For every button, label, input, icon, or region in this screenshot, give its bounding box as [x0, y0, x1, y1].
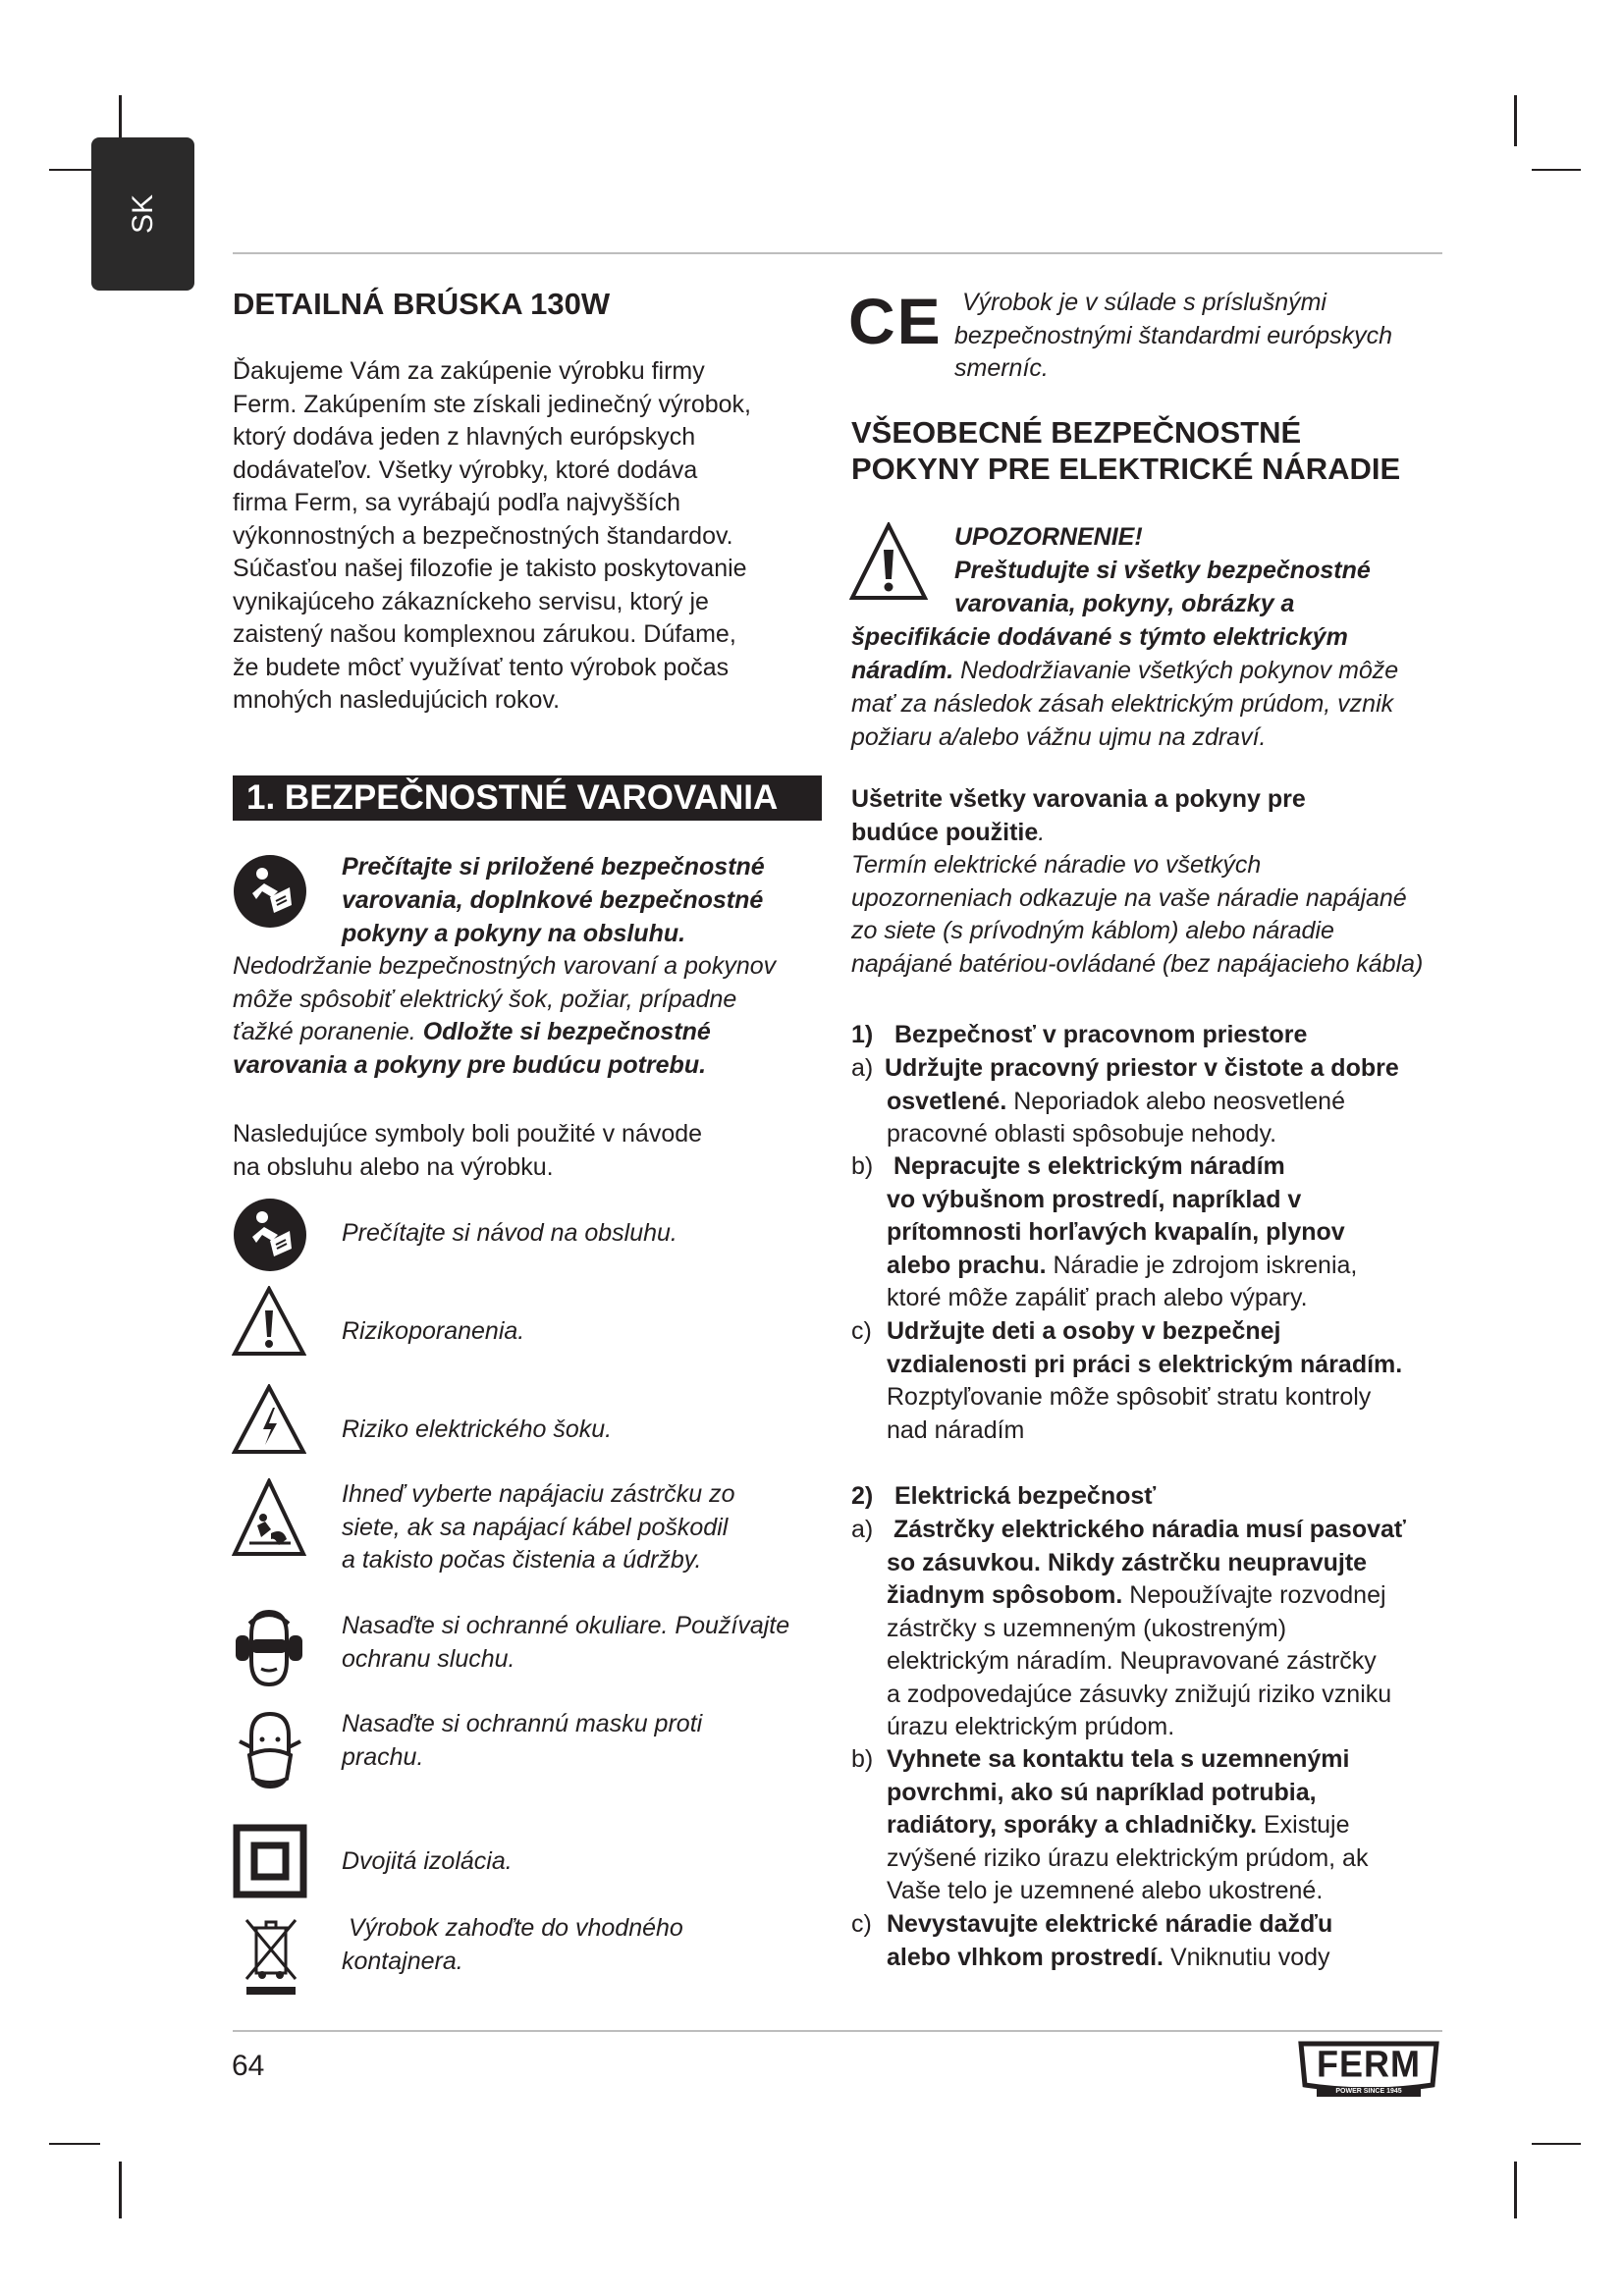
section-title-electrical: Elektrická bezpečnosť	[894, 1482, 1157, 1510]
language-tab	[91, 137, 194, 291]
symbol-mask-text: Nasaďte si ochrannú masku proti prachu.	[342, 1710, 703, 1771]
warning-paragraph: Preštudujte si všetky bezpečnostné varovania, pokyny, obrázky a špecifikácie dodávané s týmto elektrickým náradím. Nedodržiavanie všetkých pokynov môže mať za následok zásah elektrickým prúdom, vznik požiaru a/alebo vážnu ujmu na zdraví.	[851, 557, 1399, 751]
list-item: Udržujte deti a osoby v bezpečnej vzdialenosti pri práci s elektrickým náradím. Rozptyľovanie môže spôsobiť stratu kontroly nad náradím	[887, 1317, 1403, 1444]
symbol-injury-text: Rizikoporanenia.	[342, 1317, 525, 1345]
dust-mask-icon	[236, 1708, 304, 1792]
crop-mark	[1514, 95, 1517, 146]
list-item: Zástrčky elektrického náradia musí pasovať so zásuvkou. Nikdy zástrčku neupravujte žiadnym spôsobom. Nepoužívajte rozvodnej zástrčky s uzemneným (ukostreným) elektrickým náradím. Neupravované zástrčky a zodpovedajúce zásuvky znižujú riziko vzniku úrazu elektrickým prúdom.	[887, 1516, 1406, 1740]
list-item: Udržujte pracovný priestor v čistote a dobre osvetlené. Neporiadok alebo neosvetlené pracovné oblasti spôsobuje nehody.	[885, 1054, 1399, 1148]
read-manual-icon	[233, 854, 307, 929]
logo-tagline: POWER SINCE 1945	[1335, 2088, 1402, 2095]
symbol-insulation-text: Dvojitá izolácia.	[342, 1847, 513, 1875]
logo-wordmark: FERM	[1317, 2042, 1421, 2085]
electric-shock-icon	[232, 1384, 306, 1455]
goggles-ear-protection-icon	[232, 1606, 306, 1690]
section-number: 2)	[851, 1482, 874, 1510]
footer-rule	[233, 2030, 1442, 2032]
symbol-goggles-text: Nasaďte si ochranné okuliare. Používajte ochranu sluchu.	[342, 1612, 790, 1673]
crop-mark	[1532, 2143, 1581, 2145]
weee-bin-icon	[241, 1914, 301, 1997]
intro-paragraph: Ďakujeme Vám za zakúpenie výrobku firmy Ferm. Zakúpením ste získali jedinečný výrobok, ktorý dodáva jeden z hlavných európskych dodávateľov. Všetky výrobky, ktoré dodáva firma Ferm, sa vyrábajú podľa najvyšších výkonnostných a bezpečnostných štandardov. Súčasťou našej filozofie je takisto poskytovanie vynikajúceho zákazníckeho servisu, ktorý je zaistený našou komplexnou zárukou. Dúfame, že budete môcť využívať tento výrobok počas mnohých nasledujúcich rokov.	[233, 357, 751, 714]
item-letter: a)	[851, 1054, 874, 1082]
read-warnings-bold: Prečítajte si priložené bezpečnostné varovania, doplnkové bezpečnostné pokyny a pokyny na obsluhu.	[342, 853, 765, 947]
read-manual-icon	[233, 1198, 307, 1272]
item-letter: c)	[851, 1910, 872, 1938]
symbol-shock-text: Riziko elektrického šoku.	[342, 1415, 613, 1443]
section-heading-safety-warnings: 1. BEZPEČNOSTNÉ VAROVANIA	[233, 775, 822, 821]
ce-mark-icon: CE	[848, 285, 943, 357]
crop-mark	[119, 2162, 122, 2218]
symbol-read-manual-text: Prečítajte si návod na obsluhu.	[342, 1219, 677, 1247]
item-letter: b)	[851, 1745, 874, 1773]
item-letter: c)	[851, 1317, 872, 1345]
language-code: SK	[126, 193, 159, 235]
ce-conformity-text: Výrobok je v súlade s príslušnými bezpečnostnými štandardmi európskych smerníc.	[954, 289, 1393, 382]
crop-mark	[49, 2143, 100, 2145]
list-item: Nevystavujte elektrické náradie dažďu alebo vlhkom prostredí. Vniknutiu vody	[887, 1910, 1333, 1971]
symbol-unplug-text: Ihneď vyberte napájaciu zástrčku zo siete, ak sa napájací kábel poškodil a takisto počas čistenia a údržby.	[342, 1480, 735, 1574]
item-letter: b)	[851, 1152, 874, 1180]
general-safety-title: VŠEOBECNÉ BEZPEČNOSTNÉ POKYNY PRE ELEKTRICKÉ NÁRADIE	[851, 415, 1401, 486]
crop-mark	[1532, 169, 1581, 171]
list-item: Vyhnete sa kontaktu tela s uzemnenými povrchmi, ako sú napríklad potrubia, radiátory, sporáky a chladničky. Existuje zvýšené riziko úrazu elektrickým prúdom, ak Vaše telo je uzemnené alebo ukostrené.	[887, 1745, 1369, 1904]
symbols-intro: Nasledujúce symboly boli použité v návode na obsluhu alebo na výrobku.	[233, 1120, 703, 1181]
save-instructions: Ušetrite všetky varovania a pokyny pre budúce použitie. Termín elektrické náradie vo všetkých upozorneniach odkazuje na vaše náradie napájané zo siete (s prívodným káblom) alebo náradie napájané batériou-ovládané (bez napájacieho kábla)	[851, 785, 1424, 978]
section-number: 1)	[851, 1021, 874, 1048]
double-insulation-icon	[233, 1824, 307, 1898]
list-item: Nepracujte s elektrickým náradím vo výbušnom prostredí, napríklad v prítomnosti horľavých kvapalín, plynov alebo prachu. Náradie je zdrojom iskrenia, ktoré môže zapáliť prach alebo výpary.	[887, 1152, 1358, 1311]
warning-heading: UPOZORNENIE!	[954, 523, 1143, 551]
page-number: 64	[232, 2050, 265, 2082]
warning-triangle-icon	[232, 1286, 306, 1357]
section-title-work-area: Bezpečnosť v pracovnom priestore	[894, 1021, 1308, 1048]
crop-mark	[49, 169, 92, 171]
crop-mark	[1514, 2162, 1517, 2218]
item-letter: a)	[851, 1516, 874, 1543]
read-warnings-text: Nedodržanie bezpečnostných varovaní a pokynov môže spôsobiť elektrický šok, požiar, prípadne ťažké poranenie. Odložte si bezpečnostné varovania a pokyny pre budúcu potrebu.	[233, 952, 777, 1079]
ferm-logo	[1297, 2040, 1440, 2099]
header-rule	[233, 252, 1442, 254]
product-title: DETAILNÁ BRÚSKA 130W	[233, 287, 611, 321]
unplug-icon	[232, 1478, 306, 1557]
symbol-disposal-text: Výrobok zahoďte do vhodného kontajnera.	[342, 1914, 683, 1975]
